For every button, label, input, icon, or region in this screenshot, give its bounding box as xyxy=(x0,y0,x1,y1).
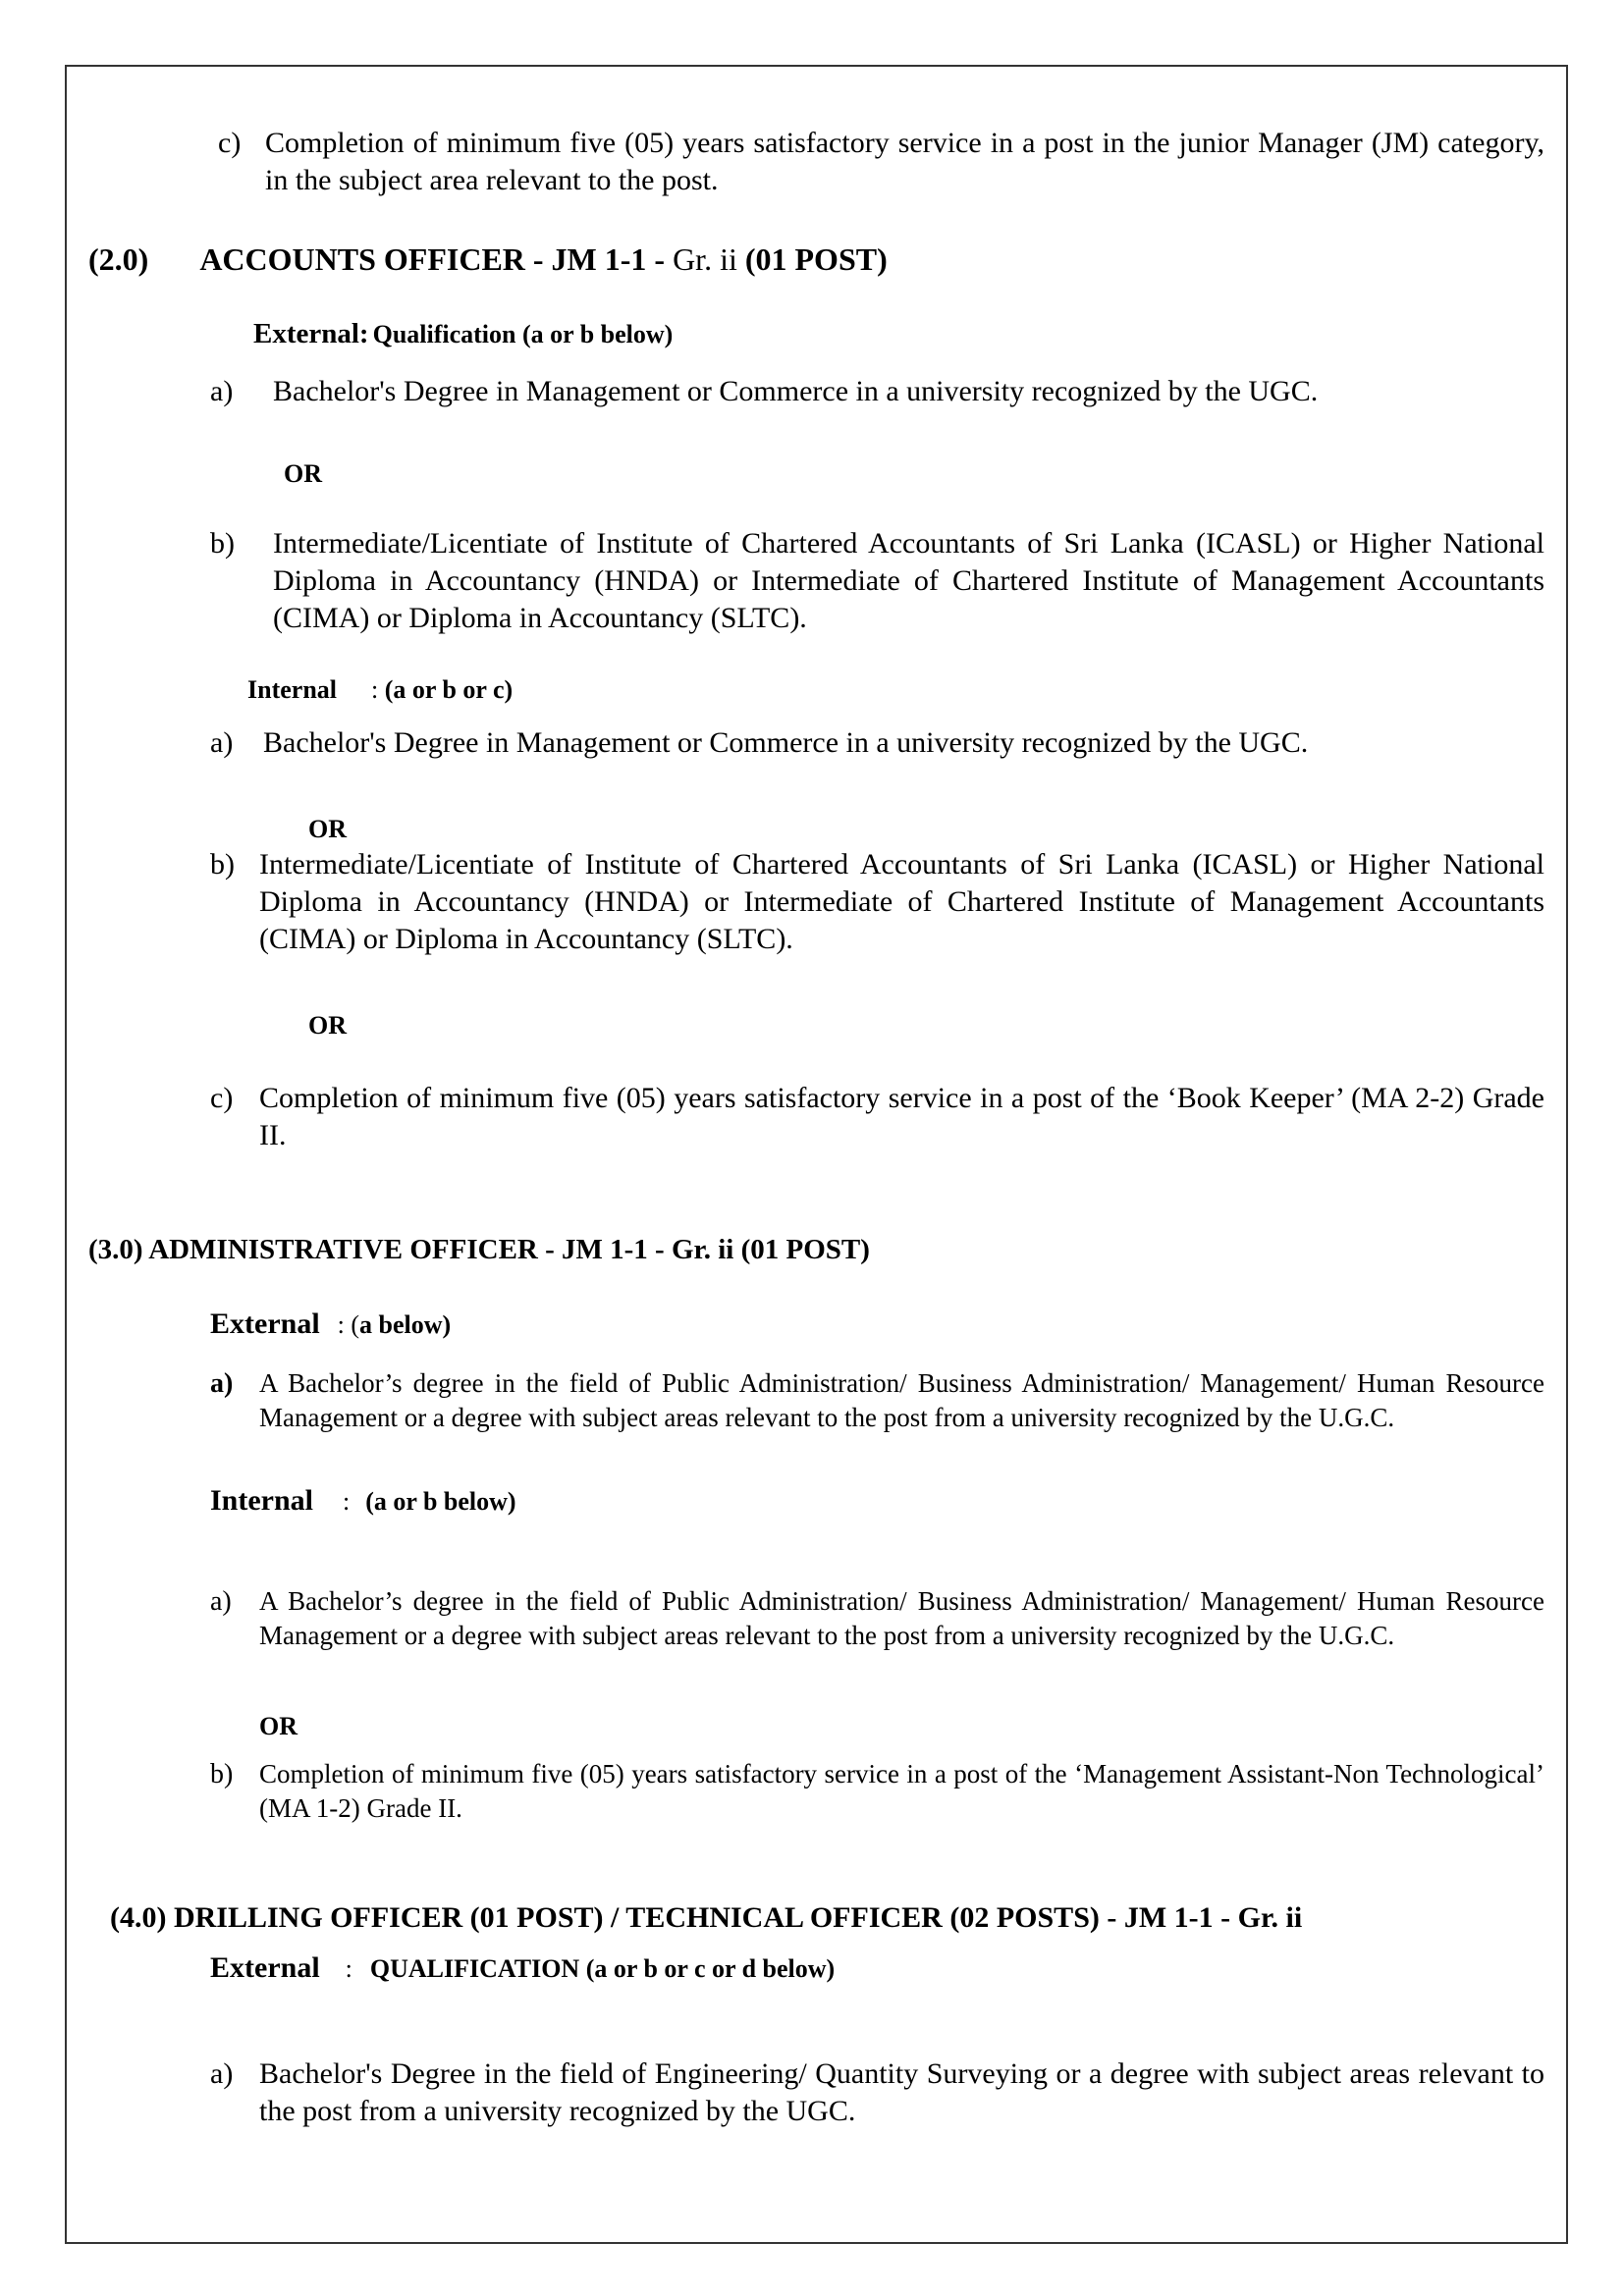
list-marker-b: b) xyxy=(210,848,235,881)
list-item-text: Bachelor's Degree in Management or Commerce in a university recognized by the UGC. xyxy=(273,375,1319,407)
qualification-condition: (a or b below) xyxy=(365,1487,516,1516)
external-label: External: xyxy=(253,318,369,349)
section-number: (2.0) xyxy=(88,241,149,277)
or-separator: OR xyxy=(308,815,347,843)
external-qualification-line xyxy=(210,1308,451,1341)
list-marker-c: c) xyxy=(210,1082,234,1114)
colon: : xyxy=(345,1954,352,1983)
section-heading-2 xyxy=(88,240,888,279)
external-qualification-line xyxy=(253,318,673,350)
colon: : ( xyxy=(337,1310,360,1339)
colon: : xyxy=(343,1487,351,1516)
external-label: External xyxy=(210,1308,320,1340)
colon: : xyxy=(371,675,379,704)
list-item-text: Intermediate/Licentiate of Institute of Chartered Accountants of Sri Lanka (ICASL) or Higher National Diploma in Accountancy (HNDA) or Intermediate of Chartered Institute of Management Accountants (CIMA) or Diploma in Accountancy (SLTC). xyxy=(259,848,1544,955)
or-separator: OR xyxy=(308,1011,347,1040)
list-item-text: Bachelor's Degree in Management or Commerce in a university recognized by the UGC. xyxy=(263,726,1309,759)
external-qualification-line xyxy=(210,1951,835,1985)
list-item-text: Completion of minimum five (05) years satisfactory service in a post of the ‘Management Assistant-Non Technological’ (MA 1-2) Grade II. xyxy=(259,1759,1544,1823)
list-marker-b: b) xyxy=(210,1759,234,1789)
qualification-condition: (a or b or c) xyxy=(384,675,514,704)
list-item-text: Bachelor's Degree in the field of Engineering/ Quantity Surveying or a degree with subject areas relevant to the post from a university recognized by the UGC. xyxy=(259,2057,1544,2127)
list-marker-b: b) xyxy=(210,527,235,560)
list-marker-a: a) xyxy=(210,1586,232,1617)
section-title-part: ACCOUNTS OFFICER - JM 1-1 - xyxy=(199,241,674,277)
list-marker-a: a) xyxy=(210,2057,234,2090)
section-heading-4: (4.0) DRILLING OFFICER (01 POST) / TECHNICAL OFFICER (02 POSTS) - JM 1-1 - Gr. ii xyxy=(110,1901,1303,1934)
list-marker-a: a) xyxy=(210,726,234,759)
internal-qualification-line xyxy=(210,1484,516,1518)
external-label: External xyxy=(210,1951,320,1984)
list-item-text: Intermediate/Licentiate of Institute of Chartered Accountants of Sri Lanka (ICASL) or Higher National Diploma in Accountancy (HNDA) or Intermediate of Chartered Institute of Management Accountants (CIMA) or Diploma in Accountancy (SLTC). xyxy=(273,527,1544,634)
internal-label: Internal xyxy=(210,1484,313,1517)
or-separator: OR xyxy=(284,459,322,488)
list-marker-a: a) xyxy=(210,1368,234,1399)
section-grade: Gr. ii xyxy=(673,241,737,277)
qualification-condition: a below) xyxy=(359,1310,452,1339)
list-marker-a: a) xyxy=(210,375,234,407)
or-separator: OR xyxy=(259,1712,298,1740)
list-marker-c: c) xyxy=(218,127,242,159)
list-item-text: Completion of minimum five (05) years satisfactory service in a post in the junior Manager (JM) category, in the subject area relevant to the post. xyxy=(265,127,1544,196)
list-item-text: A Bachelor’s degree in the field of Public Administration/ Business Administration/ Management/ Human Resource Management or a degree with subject areas relevant to the post from a university recognized by the U.G.C. xyxy=(259,1586,1544,1650)
section-posts: (01 POST) xyxy=(736,241,888,277)
section-heading-3: (3.0) ADMINISTRATIVE OFFICER - JM 1-1 - Gr. ii (01 POST) xyxy=(88,1234,870,1265)
internal-label: Internal xyxy=(247,675,337,704)
qualification-condition: Qualification (a or b below) xyxy=(372,320,674,348)
qualification-condition: QUALIFICATION (a or b or c or d below) xyxy=(369,1954,836,1983)
list-item-text: Completion of minimum five (05) years satisfactory service in a post of the ‘Book Keeper’ (MA 2-2) Grade II. xyxy=(259,1082,1544,1151)
internal-qualification-line xyxy=(247,673,513,707)
list-item-text: A Bachelor’s degree in the field of Public Administration/ Business Administration/ Management/ Human Resource Management or a degree with subject areas relevant to the post from a university recognized by the U.G.C. xyxy=(259,1368,1544,1432)
